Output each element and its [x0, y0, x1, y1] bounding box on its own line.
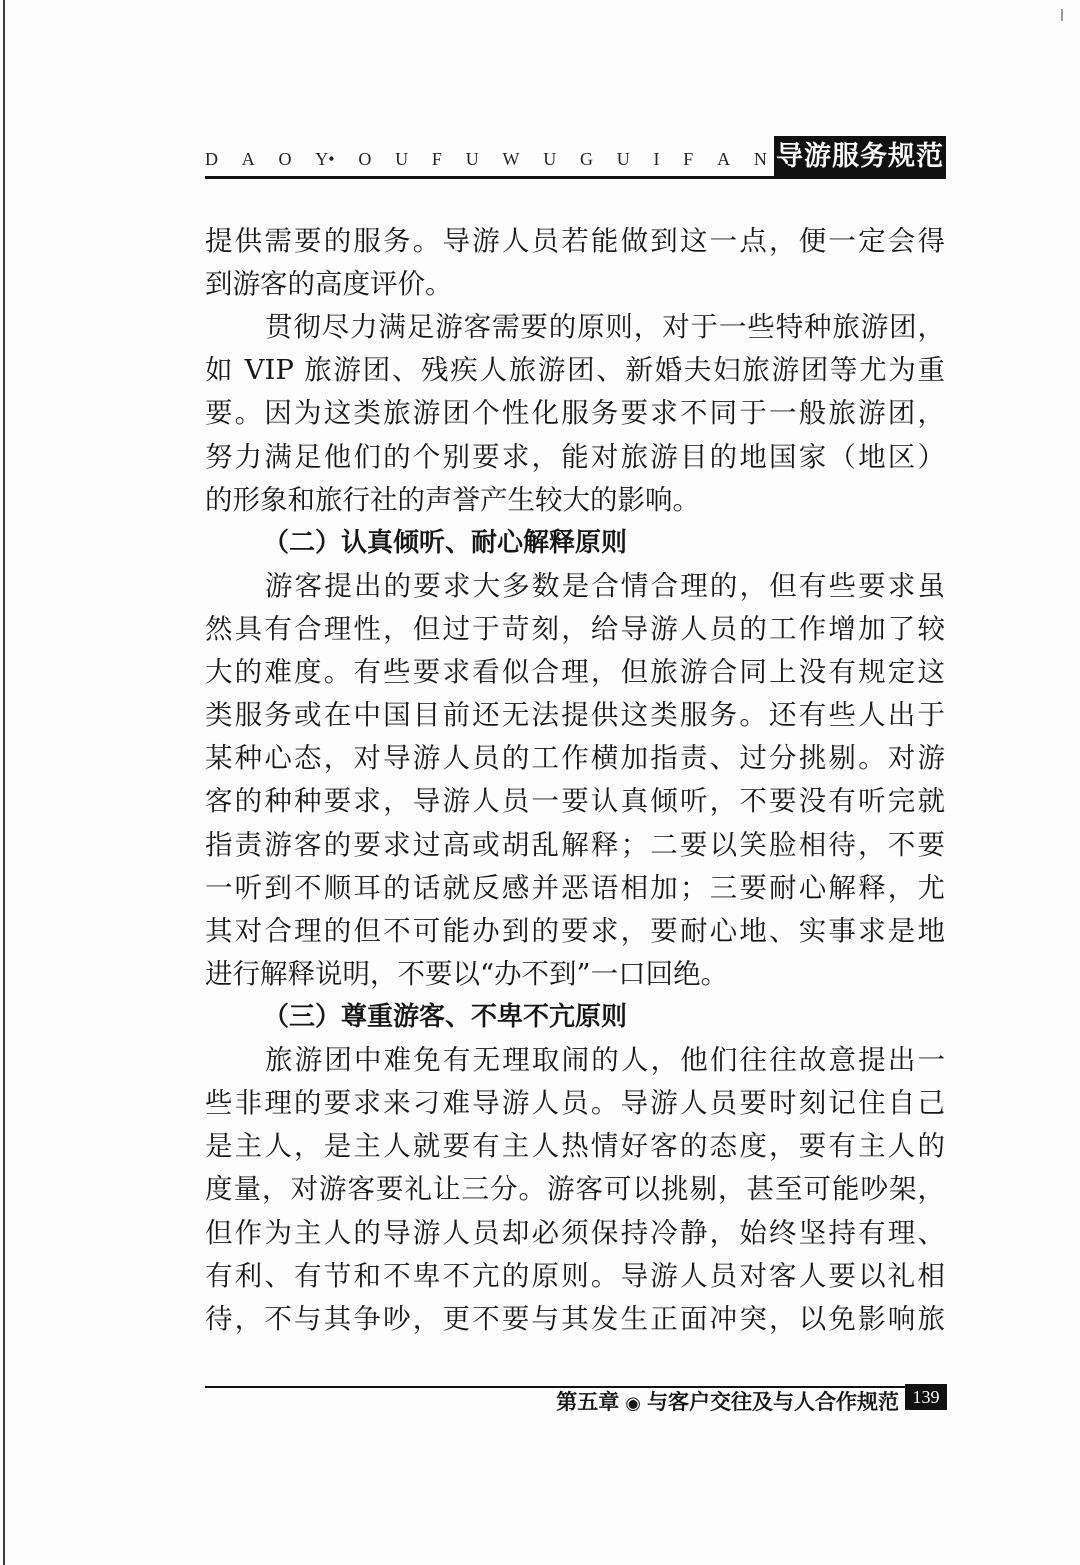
text-line: 些非理的要求来刁难导游人员。导游人员要时刻记住自己: [205, 1087, 945, 1120]
text-line: 然具有合理性，但过于苛刻，给导游人员的工作增加了较: [205, 612, 945, 645]
running-header-letter: A: [241, 149, 255, 169]
section-3-paragraph: [205, 1039, 945, 1341]
running-header-letter: N: [753, 149, 767, 169]
body-text: [205, 220, 945, 1341]
bullseye-icon: ◉: [625, 1393, 641, 1414]
text-line: 如 VIP 旅游团、残疾人旅游团、新婚夫妇旅游团等尤为重: [205, 354, 945, 387]
running-header-letter: W: [502, 149, 520, 169]
footer-chapter: 第五章: [556, 1390, 620, 1414]
text-line: 一听到不顺耳的话就反感并恶语相加；三要耐心解释，尤: [205, 871, 945, 904]
text-line: 指责游客的要求过高或胡乱解释；二要以笑脸相待，不要: [205, 828, 945, 861]
text-line: 的形象和旅行社的声誉产生较大的影响。: [205, 483, 700, 516]
special-groups-paragraph: [205, 306, 945, 522]
text-line: 贯彻尽力满足游客需要的原则，对于一些特种旅游团，: [265, 311, 945, 344]
running-header-letter: U: [465, 149, 479, 169]
text-line: 客的种种要求，导游人员一要认真倾听，不要没有听完就: [205, 785, 945, 818]
text-line: 到游客的高度评价。: [205, 268, 453, 301]
section-2-paragraph: [205, 565, 945, 996]
text-line: 提供需要的服务。导游人员若能做到这一点，便一定会得: [205, 225, 945, 257]
text-line: 旅游团中难免有无理取闹的人，他们往往故意提出一: [265, 1044, 945, 1077]
section-heading: （二）认真倾听、耐心解释原则: [263, 527, 628, 558]
continued-paragraph: [205, 220, 945, 306]
running-header-letter: U: [616, 149, 630, 169]
running-header-letter: I: [653, 149, 660, 169]
text-line: 有利、有节和不卑不亢的原则。导游人员对客人要以礼相: [205, 1259, 945, 1292]
footer-rule: [205, 1386, 905, 1388]
running-header-letter: O: [358, 149, 372, 169]
footer-chapter-title: 与客户交往及与人合作规范: [647, 1390, 899, 1414]
text-line: 度量，对游客要礼让三分。游客可以挑剔，甚至可能吵架，: [205, 1173, 945, 1206]
running-header-pinyin: [205, 147, 767, 171]
text-line: 某种心态，对导游人员的工作横加指责、过分挑剔。对游: [205, 742, 945, 775]
running-header-letter: Y•: [315, 149, 335, 169]
text-line: 但作为主人的导游人员却必须保持冷静，始终坚持有理、: [205, 1216, 945, 1249]
running-header-letter: U: [543, 149, 557, 169]
running-header-book-title: 导游服务规范: [774, 136, 946, 177]
text-line: 努力满足他们的个别要求，能对旅游目的地国家（地区）: [205, 440, 945, 473]
text-line: 游客提出的要求大多数是合情合理的，但有些要求虽: [265, 569, 945, 602]
text-line: 类服务或在中国目前还无法提供这类服务。还有些人出于: [205, 699, 945, 732]
header-rule: [205, 176, 946, 179]
running-header-letter: D: [205, 149, 218, 169]
running-header-letter: U: [395, 149, 409, 169]
running-footer: [556, 1389, 899, 1415]
text-line: 要。因为这类旅游团个性化服务要求不同于一般旅游团，: [205, 397, 945, 430]
scan-speck: [1061, 9, 1063, 21]
section-heading: （三）尊重游客、不卑不亢原则: [263, 1001, 628, 1032]
running-header-letter: F: [683, 149, 694, 169]
text-line: 待，不与其争吵，更不要与其发生正面冲突，以免影响旅: [205, 1302, 945, 1335]
running-header-letter: A: [717, 149, 731, 169]
text-line: 进行解释说明，不要以“办不到”一口回绝。: [205, 957, 729, 990]
running-header-letter: G: [579, 149, 593, 169]
text-line: 其对合理的但不可能办到的要求，要耐心地、实事求是地: [205, 914, 945, 947]
scan-page-edge: [3, 0, 5, 1565]
running-header-letter: O: [278, 149, 292, 169]
page-number: 139: [905, 1384, 947, 1410]
running-header-letter: F: [431, 149, 442, 169]
text-line: 是主人，是主人就要有主人热情好客的态度，要有主人的: [205, 1130, 945, 1163]
text-line: 大的难度。有些要求看似合理，但旅游合同上没有规定这: [205, 656, 945, 689]
